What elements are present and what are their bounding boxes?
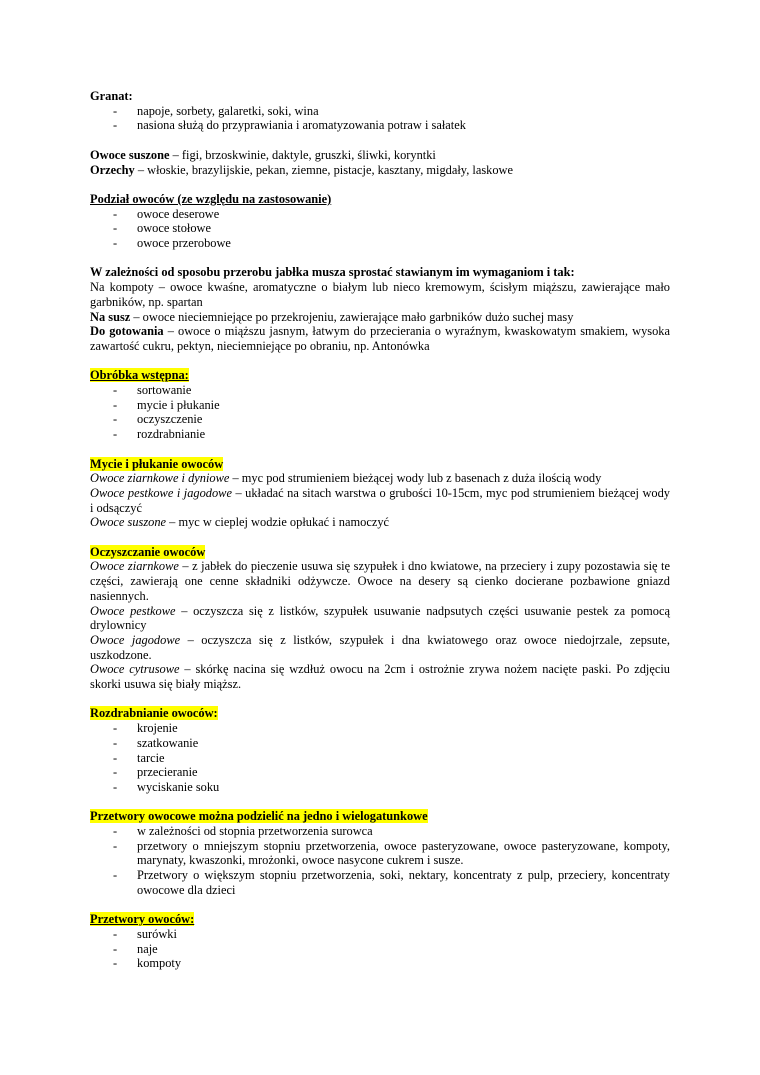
- cleaning-row: Owoce ziarnkowe – z jabłek do pieczenie usuwa się szypułek i dno kwiatowe, na przeciery i zupy pozostawia się te części, zawierają one cenne składniki odżywcze. Owoce na desery są cienko docierane pozbawione gniazd nasiennych.: [90, 559, 670, 603]
- list-item: - napoje, sorbety, galaretki, soki, wina: [113, 103, 319, 118]
- pretreatment-heading: Obróbka wstępna:: [90, 368, 189, 383]
- dash-bullet: -: [113, 221, 118, 236]
- washing-row: Owoce suszone – myc w cieplej wodzie opłukać i namoczyć: [90, 515, 390, 530]
- cleaning-row: Owoce jagodowe – oczyszcza się z listków, szypułek i dna kwiatowego oraz owoce niedojrzale, zepsute, uszkodzone.: [90, 632, 670, 662]
- dash-bullet: -: [113, 236, 118, 250]
- granat-heading: Granat:: [90, 89, 133, 103]
- apples-heading: W zależności od sposobu przerobu jabłka musza sprostać stawianym im wymaganiom i tak:: [90, 265, 575, 280]
- dash-bullet: -: [113, 383, 118, 397]
- dash-bullet: -: [113, 956, 118, 971]
- pretreatment-list: [90, 383, 670, 442]
- dash-bullet: -: [113, 206, 118, 221]
- section-apples: [90, 265, 670, 353]
- apples-dried: Na susz – owoce nieciemniejące po przekrojeniu, zawierające mało garbników dużo suchej masy: [90, 309, 574, 324]
- list-item: - przetwory o mniejszym stopniu przetworzenia, owoce pasteryzowane, owoce pasteryzowane, kompoty, marynaty, kwaszonki, mrożonki, owoce nasycone cukrem i susze.: [113, 838, 670, 868]
- apples-cooking: Do gotowania – owoce o miąższu jasnym, łatwym do przecierania o wyraźnym, kwaskowatym smakiem, wysoka zawartość cukru, pektyn, nieciemniejące po obraniu, np. Antonówka: [90, 324, 670, 353]
- apples-compote: Na kompoty – owoce kwaśne, aromatyczne o białym lub nieco kremowym, ścisłym miąższu, zawierające mało garbników, np. spartan: [90, 280, 670, 309]
- section-dried-fruits: [90, 148, 670, 177]
- washing-row: Owoce pestkowe i jagodowe – układać na sitach warstwa o grubości 10-15cm, myc pod strumieniem bieżącej wody i odsączyć: [90, 485, 671, 515]
- dried-fruits-line: Owoce suszone – figi, brzoskwinie, daktyle, gruszki, śliwki, koryntki: [90, 147, 436, 162]
- section-division: [90, 192, 670, 251]
- section-pretreatment: [90, 368, 670, 442]
- section-washing: [90, 457, 670, 531]
- products-division-heading: Przetwory owocowe można podzielić na jedno i wielogatunkowe: [90, 809, 428, 824]
- cleaning-row: Owoce pestkowe – oczyszcza się z listków, szypułek usuwanie nadpsutych części usuwanie pestek za pomocą drylownicy: [90, 603, 670, 633]
- dash-bullet: -: [113, 735, 118, 750]
- document-page: [90, 89, 670, 986]
- dash-bullet: -: [113, 118, 118, 133]
- dash-bullet: -: [113, 779, 118, 794]
- list-item: - mycie i płukanie: [113, 397, 220, 412]
- division-list: [90, 207, 670, 251]
- products-division-list: [90, 824, 670, 898]
- nuts-line: Orzechy – włoskie, brazylijskie, pekan, ziemne, pistacje, kasztany, migdały, laskowe: [90, 162, 513, 177]
- dash-bullet: -: [113, 838, 118, 853]
- cleaning-row: Owoce cytrusowe – skórkę nacina się wzdłuż owocu na 2cm i ostrożnie zrywa nożem nacięte paski. Po zdjęciu skorki usuwa się biały miąższ.: [90, 662, 671, 692]
- list-item: - w zależności od stopnia przetworzenia surowca: [113, 824, 373, 839]
- dash-bullet: -: [113, 926, 118, 941]
- list-item: - przecieranie: [113, 765, 198, 780]
- list-item: - rozdrabnianie: [113, 427, 206, 442]
- dash-bullet: -: [113, 765, 118, 780]
- dash-bullet: -: [113, 412, 118, 427]
- dash-bullet: -: [113, 750, 118, 765]
- dash-bullet: -: [113, 868, 118, 883]
- list-item: - wyciskanie soku: [113, 779, 220, 794]
- products-heading: Przetwory owoców:: [90, 912, 195, 927]
- dash-bullet: -: [113, 824, 118, 839]
- division-heading: Podział owoców (ze względu na zastosowanie): [90, 191, 332, 206]
- section-products-division: [90, 809, 670, 897]
- dash-bullet: -: [113, 103, 118, 118]
- cleaning-heading: Oczyszczanie owoców: [90, 544, 206, 559]
- list-item: - owoce deserowe: [113, 206, 220, 221]
- list-item: - oczyszczenie: [113, 412, 203, 427]
- granat-title: Granat: [90, 89, 129, 103]
- section-shredding: [90, 706, 670, 794]
- list-item: - Przetwory o większym stopniu przetworzenia, soki, nektary, koncentraty z pulp, przeciery, koncentraty owocowe dla dzieci: [113, 868, 670, 897]
- list-item: - tarcie: [113, 750, 165, 765]
- list-item: - krojenie: [113, 721, 178, 736]
- granat-list: [90, 104, 670, 133]
- list-item: - kompoty: [113, 956, 182, 971]
- dash-bullet: -: [113, 941, 118, 956]
- list-item: - naje: [113, 941, 158, 956]
- list-item: - szatkowanie: [113, 735, 199, 750]
- shredding-list: [90, 721, 670, 795]
- shredding-heading: Rozdrabnianie owoców:: [90, 706, 218, 721]
- list-item: - owoce przerobowe: [113, 236, 231, 250]
- section-cleaning: [90, 545, 670, 692]
- dash-bullet: -: [113, 427, 118, 442]
- dash-bullet: -: [113, 397, 118, 412]
- section-granat: [90, 89, 670, 133]
- washing-row: Owoce ziarnkowe i dyniowe – myc pod strumieniem bieżącej wody lub z basenach z duża ilością wody: [90, 471, 602, 486]
- list-item: - sortowanie: [113, 383, 192, 397]
- washing-heading: Mycie i płukanie owoców: [90, 456, 224, 471]
- products-list: [90, 927, 670, 971]
- list-item: - nasiona służą do przyprawiania i aromatyzowania potraw i sałatek: [113, 118, 466, 133]
- dash-bullet: -: [113, 721, 118, 736]
- section-products: [90, 912, 670, 971]
- list-item: - surówki: [113, 926, 177, 941]
- list-item: - owoce stołowe: [113, 221, 211, 236]
